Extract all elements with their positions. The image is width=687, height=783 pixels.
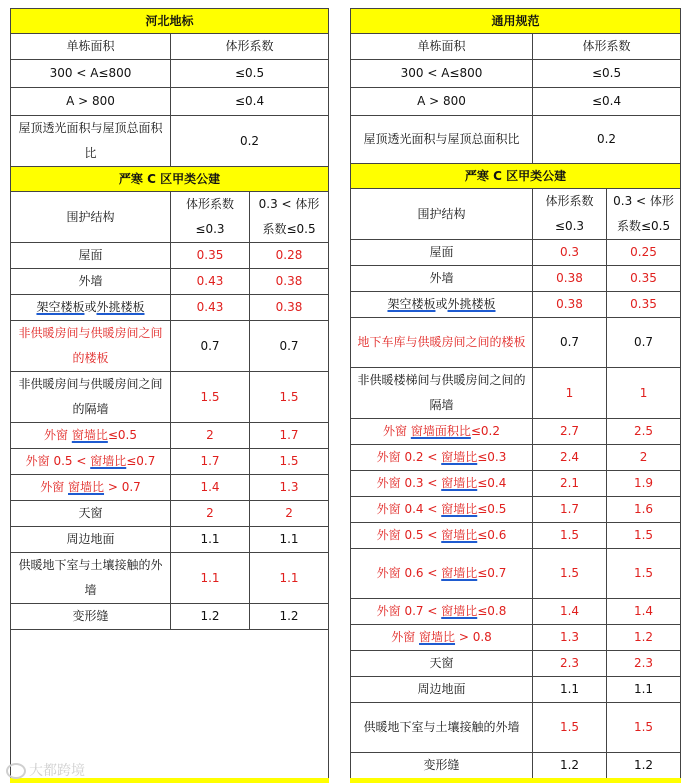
underlined-term: 窗墙比 — [441, 528, 478, 542]
value-cell: 0.7 — [533, 318, 607, 368]
value-cell: 1.2 — [250, 604, 329, 630]
row-label: 周边地面 — [11, 527, 171, 553]
basic-shape-cell: ≤0.5 — [533, 60, 681, 88]
row-label: 非供暖房间与供暖房间之间的楼板 — [11, 321, 171, 372]
value-cell: 2.4 — [533, 445, 607, 471]
value-cell: 1.2 — [171, 604, 250, 630]
value-cell: 1.1 — [171, 553, 250, 604]
underlined-term: 窗墙比 — [441, 476, 478, 490]
label-suffix: ≤0.4 — [477, 476, 507, 490]
basic-area-cell: 300 < A≤800 — [351, 60, 533, 88]
basic-area-cell: A > 800 — [11, 88, 171, 116]
skylight-ratio-label: 屋顶透光面积与屋顶总面积比 — [351, 116, 533, 164]
row-label — [11, 449, 171, 475]
connector-text: 或 — [435, 297, 448, 311]
connector-text: 或 — [84, 300, 97, 314]
underlined-term: 窗墙比 — [441, 604, 478, 618]
row-label — [351, 445, 533, 471]
value-cell: 2 — [250, 501, 329, 527]
label-suffix: ≤0.5 — [107, 428, 137, 442]
value-cell: 1.6 — [607, 497, 681, 523]
value-cell: 1.5 — [533, 549, 607, 599]
value-cell: 1.5 — [250, 372, 329, 423]
label-suffix: ≤0.5 — [477, 502, 507, 516]
value-cell: 1.5 — [533, 523, 607, 549]
basic-shape-cell: ≤0.5 — [171, 60, 329, 88]
value-cell: 0.38 — [533, 266, 607, 292]
general-code-table — [350, 8, 681, 779]
label-suffix: ≤0.6 — [477, 528, 507, 542]
row-label — [351, 523, 533, 549]
value-cell: 0.28 — [250, 243, 329, 269]
underlined-term: 窗墙比 — [441, 566, 478, 580]
env-header-structure: 围护结构 — [351, 189, 533, 240]
row-label — [351, 292, 533, 318]
watermark-logo-icon — [6, 763, 26, 779]
label-prefix: 外窗 0.6 < — [376, 566, 442, 580]
skylight-ratio-label: 屋顶透光面积与屋顶总面积比 — [11, 116, 171, 167]
row-label: 供暖地下室与土壤接触的外墙 — [351, 703, 533, 753]
row-label — [351, 497, 533, 523]
label-prefix: 外窗 0.7 < — [376, 604, 442, 618]
row-label: 非供暖房间与供暖房间之间的隔墙 — [11, 372, 171, 423]
section-header: 严寒 C 区甲类公建 — [351, 164, 681, 189]
value-cell: 1.7 — [250, 423, 329, 449]
basic-shape-cell: ≤0.4 — [533, 88, 681, 116]
value-cell: 0.38 — [250, 269, 329, 295]
label-suffix: ≤0.2 — [470, 424, 500, 438]
value-cell: 1.2 — [607, 753, 681, 779]
label-prefix: 外窗 0.5 < — [376, 528, 442, 542]
label-prefix: 外窗 — [44, 428, 72, 442]
row-label: 外墙 — [351, 266, 533, 292]
env-header-coef-low: 体形系数≤0.3 — [171, 192, 250, 243]
bottom-yellow-strip — [350, 778, 681, 783]
value-cell: 0.43 — [171, 295, 250, 321]
value-cell: 0.35 — [171, 243, 250, 269]
row-label: 屋面 — [11, 243, 171, 269]
value-cell: 1.5 — [607, 703, 681, 753]
underlined-term: 外挑楼板 — [447, 297, 496, 311]
value-cell: 1.7 — [171, 449, 250, 475]
row-label: 变形缝 — [11, 604, 171, 630]
underlined-term: 外挑楼板 — [96, 300, 145, 314]
skylight-ratio-value: 0.2 — [533, 116, 681, 164]
basic-area-cell: A > 800 — [351, 88, 533, 116]
label-suffix: ≤0.7 — [126, 454, 156, 468]
row-label — [351, 599, 533, 625]
value-cell: 1.1 — [607, 677, 681, 703]
value-cell: 1.7 — [533, 497, 607, 523]
value-cell: 0.7 — [171, 321, 250, 372]
value-cell: 2 — [607, 445, 681, 471]
underlined-term: 窗墙比 — [71, 428, 108, 442]
value-cell: 0.35 — [607, 292, 681, 318]
underlined-term: 窗墙比 — [441, 450, 478, 464]
value-cell: 0.35 — [607, 266, 681, 292]
basic-shape-cell: ≤0.4 — [171, 88, 329, 116]
value-cell: 0.7 — [607, 318, 681, 368]
basic-header-shape: 体形系数 — [171, 34, 329, 60]
value-cell: 1.1 — [250, 527, 329, 553]
basic-header-area: 单栋面积 — [351, 34, 533, 60]
label-suffix: > 0.8 — [455, 630, 492, 644]
label-prefix: 外窗 — [391, 630, 420, 644]
underlined-term: 窗墙比 — [441, 502, 478, 516]
label-prefix: 外窗 0.3 < — [376, 476, 442, 490]
value-cell: 1.4 — [607, 599, 681, 625]
label-prefix: 外窗 — [383, 424, 411, 438]
label-prefix: 外窗 0.4 < — [376, 502, 442, 516]
row-label — [351, 625, 533, 651]
value-cell: 0.7 — [250, 321, 329, 372]
value-cell: 0.38 — [533, 292, 607, 318]
underlined-term: 窗墙比 — [68, 480, 105, 494]
row-label: 非供暖楼梯间与供暖房间之间的隔墙 — [351, 368, 533, 419]
row-label — [351, 419, 533, 445]
table-title: 河北地标 — [11, 9, 329, 34]
value-cell: 2.3 — [533, 651, 607, 677]
env-header-coef-high: 0.3 < 体形系数≤0.5 — [607, 189, 681, 240]
underlined-term: 窗墙面积比 — [410, 424, 471, 438]
hebei-standard-table — [10, 8, 329, 630]
value-cell: 1.1 — [250, 553, 329, 604]
underlined-term: 窗墙比 — [90, 454, 127, 468]
value-cell: 1.3 — [533, 625, 607, 651]
row-label — [351, 549, 533, 599]
watermark-text: 大都跨境 — [29, 763, 85, 779]
value-cell: 1 — [607, 368, 681, 419]
basic-area-cell: 300 < A≤800 — [11, 60, 171, 88]
value-cell: 2.3 — [607, 651, 681, 677]
value-cell: 0.43 — [171, 269, 250, 295]
value-cell: 1.4 — [533, 599, 607, 625]
value-cell: 1.2 — [533, 753, 607, 779]
section-header: 严寒 C 区甲类公建 — [11, 167, 329, 192]
label-prefix: 外窗 — [40, 480, 69, 494]
basic-header-shape: 体形系数 — [533, 34, 681, 60]
value-cell: 1.5 — [533, 703, 607, 753]
value-cell: 1 — [533, 368, 607, 419]
value-cell: 0.25 — [607, 240, 681, 266]
row-label — [351, 471, 533, 497]
value-cell: 1.9 — [607, 471, 681, 497]
value-cell: 2.7 — [533, 419, 607, 445]
label-suffix: > 0.7 — [104, 480, 141, 494]
value-cell: 0.38 — [250, 295, 329, 321]
label-suffix: ≤0.8 — [477, 604, 507, 618]
watermark — [6, 760, 85, 780]
underlined-term: 窗墙比 — [419, 630, 456, 644]
row-label — [11, 295, 171, 321]
value-cell: 1.1 — [533, 677, 607, 703]
env-header-coef-low: 体形系数≤0.3 — [533, 189, 607, 240]
row-label — [11, 475, 171, 501]
row-label: 供暖地下室与土壤接触的外墙 — [11, 553, 171, 604]
row-label: 地下车库与供暖房间之间的楼板 — [351, 318, 533, 368]
env-header-structure: 围护结构 — [11, 192, 171, 243]
value-cell: 1.5 — [171, 372, 250, 423]
value-cell: 2.1 — [533, 471, 607, 497]
value-cell: 1.5 — [607, 523, 681, 549]
row-label: 屋面 — [351, 240, 533, 266]
underlined-term: 架空楼板 — [36, 300, 85, 314]
value-cell: 2 — [171, 501, 250, 527]
row-label — [11, 423, 171, 449]
value-cell: 2 — [171, 423, 250, 449]
row-label: 外墙 — [11, 269, 171, 295]
row-label: 天窗 — [11, 501, 171, 527]
skylight-ratio-value: 0.2 — [171, 116, 329, 167]
value-cell: 1.5 — [607, 549, 681, 599]
table-title: 通用规范 — [351, 9, 681, 34]
value-cell: 1.5 — [250, 449, 329, 475]
value-cell: 1.3 — [250, 475, 329, 501]
value-cell: 0.3 — [533, 240, 607, 266]
row-label: 变形缝 — [351, 753, 533, 779]
underlined-term: 架空楼板 — [387, 297, 436, 311]
value-cell: 1.2 — [607, 625, 681, 651]
label-suffix: ≤0.3 — [477, 450, 507, 464]
row-label: 天窗 — [351, 651, 533, 677]
value-cell: 2.5 — [607, 419, 681, 445]
label-prefix: 外窗 0.2 < — [376, 450, 442, 464]
label-prefix: 外窗 0.5 < — [25, 454, 91, 468]
basic-header-area: 单栋面积 — [11, 34, 171, 60]
value-cell: 1.1 — [171, 527, 250, 553]
label-suffix: ≤0.7 — [477, 566, 507, 580]
env-header-coef-high: 0.3 < 体形系数≤0.5 — [250, 192, 329, 243]
value-cell: 1.4 — [171, 475, 250, 501]
row-label: 周边地面 — [351, 677, 533, 703]
